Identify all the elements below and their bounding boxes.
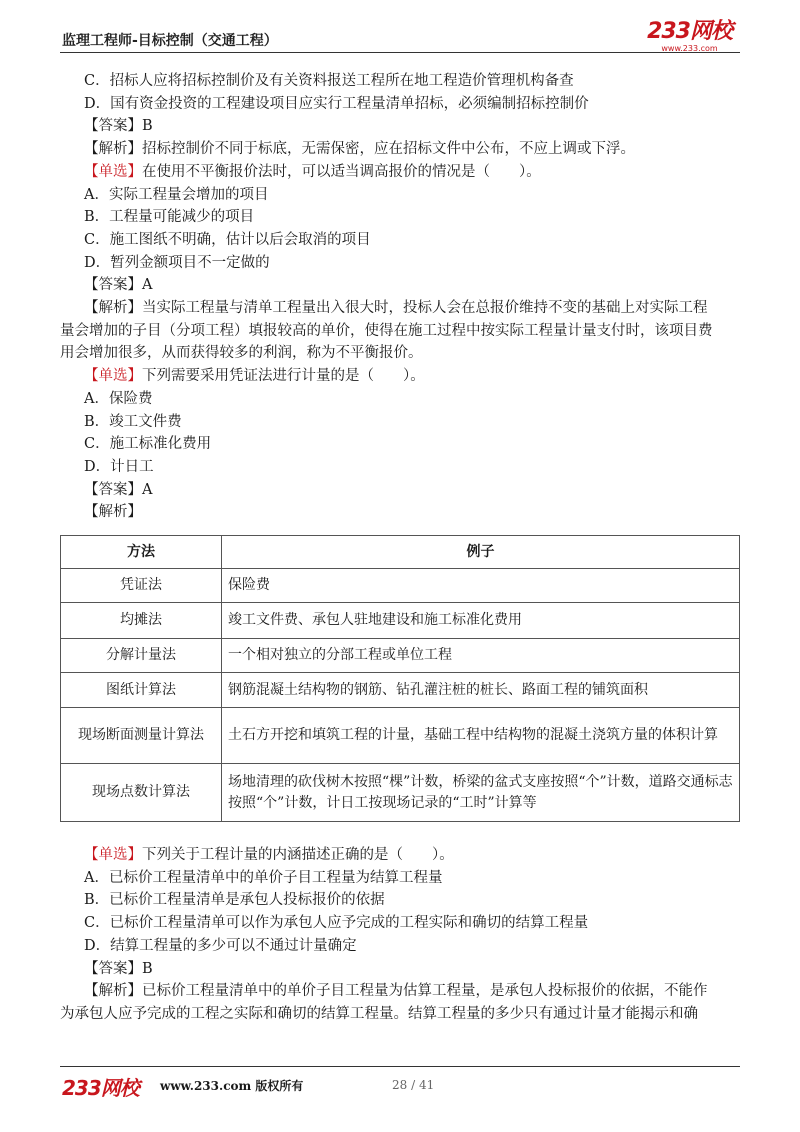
logo-mark: 233网校 — [647, 19, 732, 44]
question-stem — [84, 161, 742, 184]
answer: 【答案】A — [84, 277, 153, 294]
table-header-row — [61, 536, 740, 569]
example-cell: 竣工文件费、承包人驻地建设和施工标准化费用 — [222, 603, 740, 639]
table-row — [61, 764, 740, 822]
option-b: B．已标价工程量清单是承包人投标报价的依据 — [84, 892, 385, 909]
answer: 【答案】A — [84, 481, 153, 498]
question-text: 下列关于工程计量的内涵描述正确的是（ ）。 — [142, 847, 454, 863]
method-cell: 分解计量法 — [61, 639, 222, 673]
method-cell: 图纸计算法 — [61, 673, 222, 708]
document-body-continued — [60, 844, 742, 1026]
table-row — [61, 708, 740, 764]
answer: 【答案】B — [84, 960, 153, 977]
footer-logo: 233网校 — [62, 1076, 139, 1100]
question-stem — [84, 365, 742, 388]
analysis-line: 量会增加的子目（分项工程）填报较高的单价，使得在施工过程中按实际工程量计量支付时，该项目费 — [60, 322, 713, 339]
question-type-tag: 【单选】 — [84, 847, 142, 863]
question-type-tag: 【单选】 — [84, 368, 142, 385]
analysis-line: 【解析】当实际工程量与清单工程量出入很大时，投标人会在总报价维持不变的基础上对实际工程 — [84, 300, 708, 317]
logo-url: www.233.com — [661, 44, 718, 53]
method-cell: 现场点数计算法 — [61, 764, 222, 822]
method-cell: 均摊法 — [61, 603, 222, 639]
column-header-example: 例子 — [222, 536, 740, 569]
example-cell: 一个相对独立的分部工程或单位工程 — [222, 639, 740, 673]
header-divider — [60, 52, 740, 53]
method-cell: 现场断面测量计算法 — [61, 708, 222, 764]
option-b: B．工程量可能减少的项目 — [84, 209, 255, 226]
option-a: A．保险费 — [84, 390, 153, 407]
brand-logo — [647, 20, 732, 53]
option-d: D．结算工程量的多少可以不通过计量确定 — [84, 937, 357, 954]
option-c: C．已标价工程量清单可以作为承包人应予完成的工程实际和确切的结算工程量 — [84, 915, 589, 932]
footer-divider — [60, 1066, 740, 1067]
example-cell: 钢筋混凝土结构物的钢筋、钻孔灌注桩的桩长、路面工程的铺筑面积 — [222, 673, 740, 708]
page-number: 28 / 41 — [392, 1078, 435, 1092]
question-text: 下列需要采用凭证法进行计量的是（ ）。 — [142, 368, 425, 385]
example-cell: 保险费 — [222, 569, 740, 603]
document-body — [60, 70, 742, 524]
table-row — [61, 569, 740, 603]
method-cell: 凭证法 — [61, 569, 222, 603]
option-c: C．施工标准化费用 — [84, 436, 212, 453]
page-header-title: 监理工程师-目标控制（交通工程） — [62, 33, 278, 49]
analysis-line: 用会增加很多，从而获得较多的利润，称为不平衡报价。 — [60, 345, 423, 362]
option-d: D．暂列金额项目不一定做的 — [84, 254, 270, 271]
example-cell: 场地清理的砍伐树木按照“棵”计数，桥梁的盆式支座按照“个”计数，道路交通标志按照“个”计数，计日工按现场记录的“工时”计算等 — [222, 764, 740, 822]
option-a: A．实际工程量会增加的项目 — [84, 186, 269, 203]
footer-copyright: www.233.com 版权所有 — [160, 1079, 304, 1093]
question-type-tag: 【单选】 — [84, 163, 142, 180]
option-c: C．施工图纸不明确，估计以后会取消的项目 — [84, 231, 371, 248]
example-cell: 土石方开挖和填筑工程的计量，基础工程中结构物的混凝土浇筑方量的体积计算 — [222, 708, 740, 764]
analysis-line: 【解析】已标价工程量清单中的单价子目工程量为估算工程量，是承包人投标报价的依据，不能作 — [84, 983, 708, 1000]
option-c: C．招标人应将招标控制价及有关资料报送工程所在地工程造价管理机构备查 — [84, 73, 574, 89]
option-b: B．竣工文件费 — [84, 413, 182, 430]
option-a: A．已标价工程量清单中的单价子目工程量为结算工程量 — [84, 869, 443, 886]
table-row — [61, 603, 740, 639]
column-header-method: 方法 — [61, 536, 222, 569]
analysis: 【解析】 — [84, 504, 142, 521]
table-row — [61, 639, 740, 673]
analysis: 【解析】招标控制价不同于标底，无需保密，应在招标文件中公布，不应上调或下浮。 — [84, 141, 635, 158]
answer: 【答案】B — [84, 118, 153, 135]
question-text: 在使用不平衡报价法时，可以适当调高报价的情况是（ ）。 — [142, 163, 541, 180]
option-d: D．计日工 — [84, 458, 154, 475]
table-row — [61, 673, 740, 708]
analysis-line: 为承包人应予完成的工程之实际和确切的结算工程量。结算工程量的多少只有通过计量才能揭示和确 — [60, 1005, 698, 1022]
measurement-methods-table — [60, 535, 740, 822]
option-d: D．国有资金投资的工程建设项目应实行工程量清单招标，必须编制招标控制价 — [84, 95, 589, 112]
question-stem — [84, 844, 742, 867]
